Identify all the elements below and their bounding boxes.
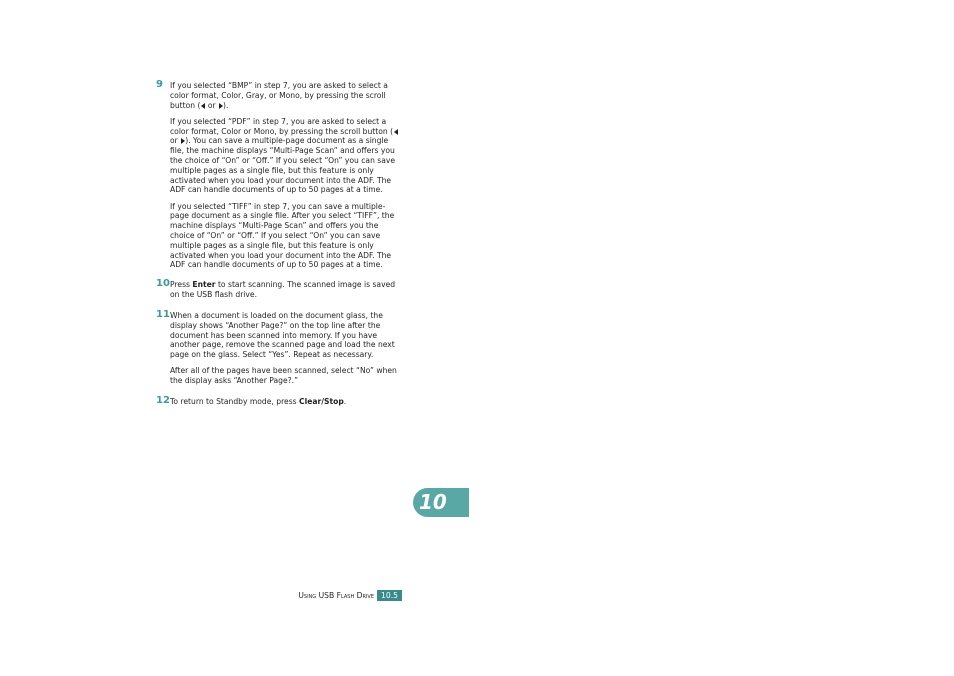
scroll-left-icon	[394, 129, 398, 135]
footer-section-title: Using USB Flash Drive	[298, 591, 374, 600]
step-12-paragraph	[170, 397, 400, 407]
step-9	[156, 81, 398, 270]
step-10-paragraph	[170, 280, 400, 300]
step-9-paragraph-pdf	[170, 117, 400, 195]
step-number: 11	[156, 309, 170, 320]
step-number: 12	[156, 395, 170, 406]
paragraph-text: to start scanning. The scanned image is saved on the USB flash drive.	[170, 280, 396, 299]
step-10	[156, 280, 398, 300]
enter-key-label: Enter	[192, 280, 216, 289]
step-11	[156, 311, 398, 386]
clear-stop-key-label: Clear/Stop	[299, 397, 344, 406]
step-11-paragraph-1: When a document is loaded on the document glass, the display shows “Another Page?” on the top line after the document has been scanned into memory. If you have another page, remove the scanned page and load the next page on the glass. Select “Yes”. Repeat as necessary.	[170, 311, 395, 360]
paragraph-text: ). You can save a multiple-page document as a single file, the machine displays “Multi-Page Scan” and offers you the choice of “On” or “Off.” If you select “On” you can save multiple pages as a single file, but this feature is only activated when you load your document into the ADF. The ADF can handle documents of up to 50 pages at a time.	[170, 136, 396, 195]
chapter-number: 10	[419, 490, 447, 514]
page-number-badge: 10.5	[377, 590, 402, 601]
paragraph-text: If you selected “BMP” in step 7, you are asked to select a color format, Color, Gray, or Mono, by pressing the scroll button (	[170, 81, 388, 110]
paragraph-text: Press	[170, 280, 193, 289]
paragraph-text: To return to Standby mode, press	[170, 397, 300, 406]
paragraph-text: .	[343, 397, 347, 406]
step-number: 10	[156, 278, 170, 289]
step-12	[156, 397, 398, 407]
step-9-paragraph-tiff: If you selected “TIFF” in step 7, you can save a multiple-page document as a single file. After you select “TIFF”, the machine displays “Multi-Page Scan” and offers you the choice of “On” or “Off.” If you select “On” you can save multiple pages as a single file, but this feature is only activated when you load your document into the ADF. The ADF can handle documents of up to 50 pages at a time.	[170, 201, 395, 270]
paragraph-text: or	[170, 136, 181, 146]
step-11-paragraph-2: After all of the pages have been scanned, select “No” when the display asks “Another Page?.”	[170, 366, 397, 386]
paragraph-text: ).	[223, 100, 229, 110]
paragraph-text: If you selected “PDF” in step 7, you are asked to select a color format, Color or Mono, by pressing the scroll button (	[170, 116, 394, 136]
step-9-paragraph-bmp	[170, 81, 400, 110]
chapter-tab	[413, 488, 469, 517]
step-number: 9	[156, 79, 163, 90]
paragraph-text: or	[205, 100, 219, 110]
